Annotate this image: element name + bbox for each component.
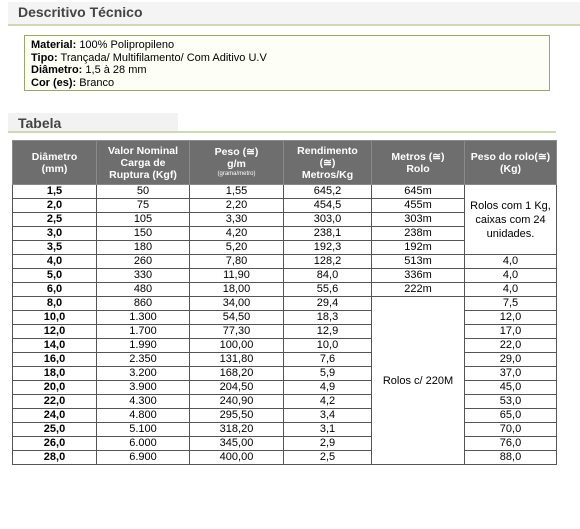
cell-rendimento: 7,6 [284, 353, 372, 367]
cell-rendimento: 128,2 [284, 255, 372, 269]
cell-rendimento: 454,5 [284, 199, 372, 213]
cell-rendimento: 12,9 [284, 325, 372, 339]
cell-metros-rolo: 645m [372, 185, 465, 199]
table-row [13, 269, 557, 283]
cell-peso: 168,20 [190, 367, 284, 381]
cell-peso: 77,30 [190, 325, 284, 339]
cell-rendimento: 55,6 [284, 283, 372, 297]
cell-peso-rolo: 76,0 [465, 437, 557, 451]
table-row [13, 283, 557, 297]
cell-carga: 50 [97, 185, 190, 199]
cell-carga: 1.700 [97, 325, 190, 339]
cell-rendimento: 84,0 [284, 269, 372, 283]
table-row [13, 185, 557, 199]
cell-rendimento: 5,9 [284, 367, 372, 381]
cell-carga: 2.350 [97, 353, 190, 367]
cell-carga: 330 [97, 269, 190, 283]
table-row [13, 339, 557, 353]
cell-rendimento: 3,4 [284, 409, 372, 423]
cell-metros-rolo: 303m [372, 213, 465, 227]
cell-metros-rolo: 455m [372, 199, 465, 213]
cell-rolo-note: Rolos com 1 Kg, caixas com 24 unidades. [465, 185, 557, 255]
cell-peso: 131,80 [190, 353, 284, 367]
cell-carga: 3.200 [97, 367, 190, 381]
cell-rolos-220m: Rolos c/ 220M [372, 297, 465, 465]
cell-peso: 295,50 [190, 409, 284, 423]
cell-peso-rolo: 4,0 [465, 269, 557, 283]
cell-carga: 150 [97, 227, 190, 241]
header-rendimento: Rendimento (≅) Metros/Kg [284, 141, 372, 185]
cell-peso-rolo: 70,0 [465, 423, 557, 437]
header-metros-rolo: Metros (≅) Rolo [372, 141, 465, 185]
cell-rendimento: 10,0 [284, 339, 372, 353]
cell-diametro: 3,0 [13, 227, 97, 241]
section-title-tabela: Tabela [8, 113, 178, 131]
cell-diametro: 26,0 [13, 437, 97, 451]
cell-diametro: 2,0 [13, 199, 97, 213]
header-diametro: Diâmetro (mm) [13, 141, 97, 185]
cell-rendimento: 3,1 [284, 423, 372, 437]
cell-peso-rolo: 29,0 [465, 353, 557, 367]
cell-rendimento: 303,0 [284, 213, 372, 227]
section-title-descritivo: Descritivo Técnico [8, 2, 580, 26]
cell-carga: 1.300 [97, 311, 190, 325]
table-row [13, 381, 557, 395]
cell-diametro: 4,0 [13, 255, 97, 269]
spec-diametro: Diâmetro: 1,5 à 28 mm [31, 64, 147, 77]
table-row [13, 409, 557, 423]
header-peso-rolo: Peso do rolo(≅) (Kg) [465, 141, 557, 185]
cell-carga: 260 [97, 255, 190, 269]
cell-diametro: 5,0 [13, 269, 97, 283]
table-row [13, 423, 557, 437]
cell-rendimento: 4,9 [284, 381, 372, 395]
cell-peso: 318,20 [190, 423, 284, 437]
cell-diametro: 3,5 [13, 241, 97, 255]
cell-rendimento: 238,1 [284, 227, 372, 241]
cell-peso-rolo: 7,5 [465, 297, 557, 311]
cell-peso-rolo: 4,0 [465, 255, 557, 269]
table-header-row [13, 141, 557, 185]
cell-metros-rolo: 238m [372, 227, 465, 241]
cell-diametro: 12,0 [13, 325, 97, 339]
cell-carga: 105 [97, 213, 190, 227]
table-row [13, 297, 557, 311]
cell-diametro: 20,0 [13, 381, 97, 395]
cell-diametro: 1,5 [13, 185, 97, 199]
spec-tipo: Tipo: Trançada/ Multifilamento/ Com Aditivo U.V [31, 51, 267, 64]
cell-carga: 5.100 [97, 423, 190, 437]
header-carga: Valor Nominal Carga de Ruptura (Kgf) [97, 141, 190, 185]
cell-peso: 100,00 [190, 339, 284, 353]
cell-diametro: 28,0 [13, 451, 97, 465]
cell-diametro: 25,0 [13, 423, 97, 437]
cell-peso: 240,90 [190, 395, 284, 409]
table-row [13, 451, 557, 465]
cell-diametro: 24,0 [13, 409, 97, 423]
table-row [13, 311, 557, 325]
cell-rendimento: 18,3 [284, 311, 372, 325]
cell-rendimento: 645,2 [284, 185, 372, 199]
cell-rendimento: 192,3 [284, 241, 372, 255]
cell-peso-rolo: 88,0 [465, 451, 557, 465]
cell-carga: 480 [97, 283, 190, 297]
cell-peso: 18,00 [190, 283, 284, 297]
cell-peso: 3,30 [190, 213, 284, 227]
cell-rendimento: 2,5 [284, 451, 372, 465]
spec-cor: Cor (es): Branco [31, 76, 115, 89]
cell-diametro: 6,0 [13, 283, 97, 297]
cell-diametro: 2,5 [13, 213, 97, 227]
section-divider [8, 131, 556, 133]
cell-peso: 54,50 [190, 311, 284, 325]
cell-diametro: 8,0 [13, 297, 97, 311]
cell-peso-rolo: 4,0 [465, 283, 557, 297]
cell-peso: 11,90 [190, 269, 284, 283]
spec-table [12, 140, 557, 465]
cell-diametro: 16,0 [13, 353, 97, 367]
cell-carga: 75 [97, 199, 190, 213]
cell-peso: 345,00 [190, 437, 284, 451]
cell-peso-rolo: 65,0 [465, 409, 557, 423]
cell-carga: 1.990 [97, 339, 190, 353]
cell-carga: 180 [97, 241, 190, 255]
cell-peso: 34,00 [190, 297, 284, 311]
cell-peso-rolo: 45,0 [465, 381, 557, 395]
cell-carga: 6.000 [97, 437, 190, 451]
spec-material: Material: 100% Polipropileno [31, 39, 175, 51]
cell-carga: 860 [97, 297, 190, 311]
cell-carga: 3.900 [97, 381, 190, 395]
cell-rendimento: 29,4 [284, 297, 372, 311]
cell-carga: 6.900 [97, 451, 190, 465]
cell-diametro: 10,0 [13, 311, 97, 325]
cell-carga: 4.300 [97, 395, 190, 409]
table-row [13, 255, 557, 269]
header-peso: Peso (≅) g/m (grama/metro) [190, 141, 284, 185]
cell-metros-rolo: 192m [372, 241, 465, 255]
cell-peso-rolo: 22,0 [465, 339, 557, 353]
cell-peso-rolo: 12,0 [465, 311, 557, 325]
cell-diametro: 18,0 [13, 367, 97, 381]
cell-metros-rolo: 336m [372, 269, 465, 283]
cell-peso: 7,80 [190, 255, 284, 269]
cell-peso-rolo: 37,0 [465, 367, 557, 381]
cell-diametro: 14,0 [13, 339, 97, 353]
table-row [13, 353, 557, 367]
cell-carga: 4.800 [97, 409, 190, 423]
table-row [13, 437, 557, 451]
cell-rendimento: 4,2 [284, 395, 372, 409]
cell-peso-rolo: 53,0 [465, 395, 557, 409]
cell-metros-rolo: 222m [372, 283, 465, 297]
cell-peso: 4,20 [190, 227, 284, 241]
cell-diametro: 22,0 [13, 395, 97, 409]
cell-peso: 1,55 [190, 185, 284, 199]
cell-peso: 204,50 [190, 381, 284, 395]
cell-rendimento: 2,9 [284, 437, 372, 451]
spec-box [24, 35, 550, 91]
cell-peso: 5,20 [190, 241, 284, 255]
table-row [13, 395, 557, 409]
cell-peso: 400,00 [190, 451, 284, 465]
table-row [13, 325, 557, 339]
cell-peso-rolo: 17,0 [465, 325, 557, 339]
cell-peso: 2,20 [190, 199, 284, 213]
table-row [13, 367, 557, 381]
cell-metros-rolo: 513m [372, 255, 465, 269]
